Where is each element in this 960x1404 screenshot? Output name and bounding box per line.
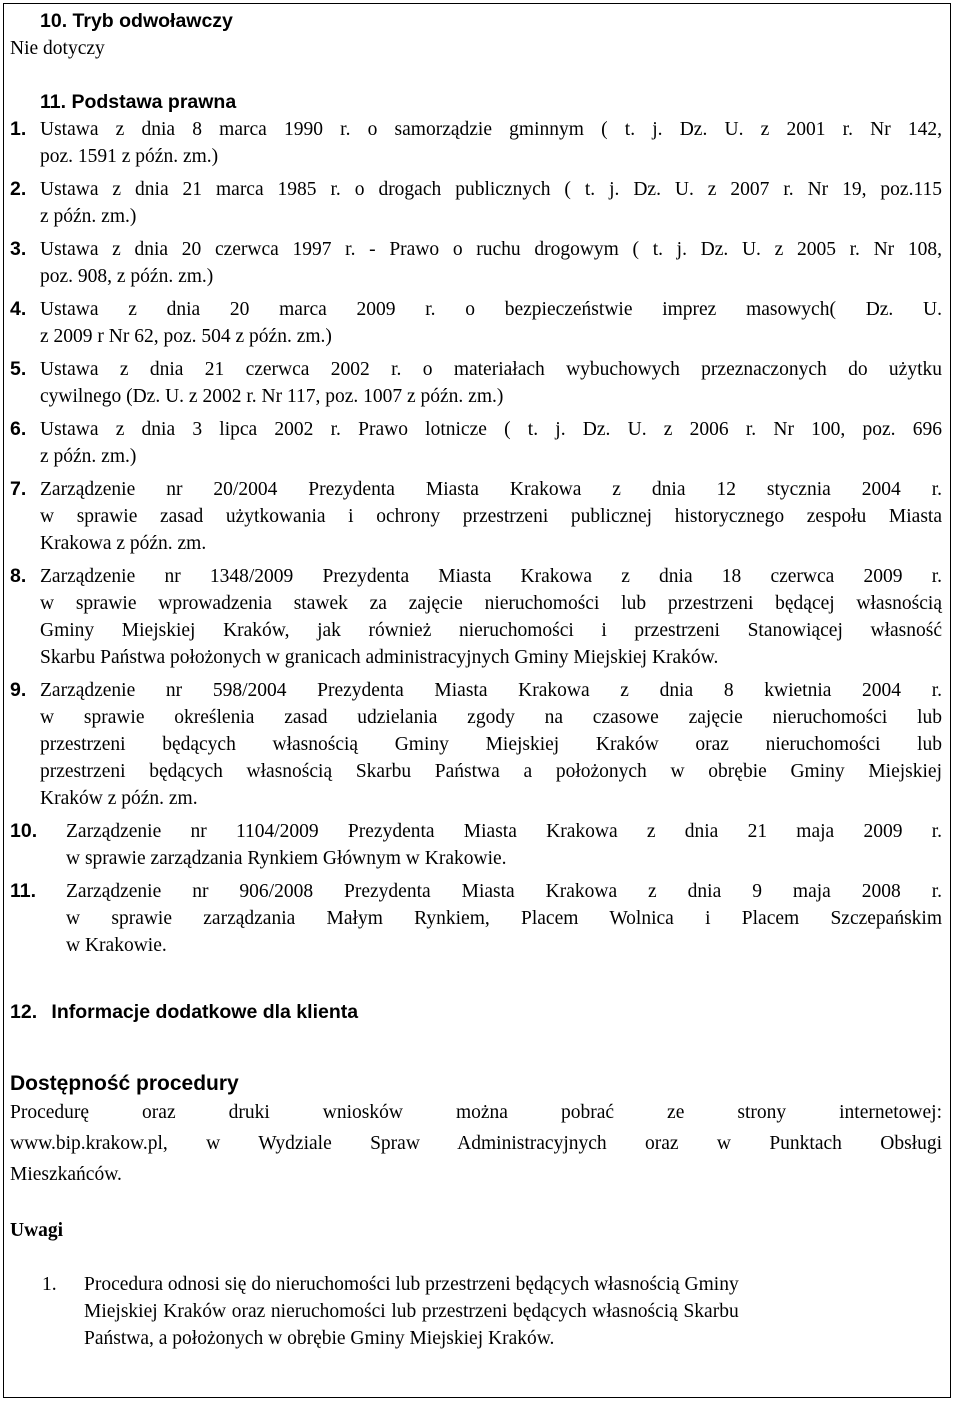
item-number: 10. <box>10 820 38 842</box>
legal-basis-item <box>10 176 942 230</box>
section-title: Informacje dodatkowe dla klienta <box>51 1001 359 1023</box>
item-line: Ustawa z dnia 20 marca 2009 r. o bezpieczeństwie imprez masowych( Dz. U. <box>40 299 942 320</box>
section-heading-legal-basis <box>10 89 942 116</box>
legal-basis-item <box>10 677 942 812</box>
appeal-text: Nie dotyczy <box>10 38 105 59</box>
availability-line: www.bip.krakow.pl, w Wydziale Spraw Administracyjnych oraz w Punktach Obsługi <box>10 1133 942 1154</box>
item-number: 1. <box>10 118 27 140</box>
item-number: 2. <box>10 178 27 200</box>
item-line: z 2009 r Nr 62, poz. 504 z późn. zm.) <box>40 326 332 347</box>
legal-basis-item <box>10 236 942 290</box>
item-text <box>40 416 942 470</box>
section-title: Tryb odwoławczy <box>72 10 233 32</box>
item-line: w sprawie zarządzania Rynkiem Głównym w Krakowie. <box>66 848 507 869</box>
item-line: Ustawa z dnia 3 lipca 2002 r. Prawo lotnicze ( t. j. Dz. U. z 2006 r. Nr 100, poz. 696 <box>40 419 942 440</box>
item-number: 7. <box>10 478 27 500</box>
legal-basis-item <box>10 818 942 872</box>
legal-basis-item <box>10 563 942 671</box>
item-text <box>84 1271 739 1352</box>
item-line: Krakowa z późn. zm. <box>40 533 207 554</box>
section-heading-additional-info <box>10 999 942 1026</box>
item-line: Państwa, a położonych w obrębie Gminy Miejskiej Kraków. <box>84 1328 555 1349</box>
item-line: z późn. zm.) <box>40 446 137 467</box>
legal-basis-item <box>10 476 942 557</box>
item-line: Procedura odnosi się do nieruchomości lub przestrzeni będących własnością Gminy <box>84 1274 739 1295</box>
item-text <box>40 296 942 350</box>
item-line: Ustawa z dnia 21 czerwca 2002 r. o materiałach wybuchowych przeznaczonych do użytku <box>40 359 942 380</box>
item-line: w sprawie określenia zasad udzielania zgody na czasowe zajęcie nieruchomości lub <box>40 707 942 728</box>
notes-list <box>10 1271 942 1352</box>
legal-basis-item <box>10 416 942 470</box>
legal-basis-item <box>10 116 942 170</box>
availability-line: Procedurę oraz druki wniosków można pobrać ze strony internetowej: <box>10 1102 942 1123</box>
item-number: 11. <box>10 880 37 902</box>
section-title: Podstawa prawna <box>71 91 237 113</box>
item-number: 3. <box>10 238 27 260</box>
item-line: w sprawie zarządzania Małym Rynkiem, Placem Wolnica i Placem Szczepańskim <box>66 908 942 929</box>
item-text <box>40 476 942 557</box>
item-line: Zarządzenie nr 20/2004 Prezydenta Miasta Krakowa z dnia 12 stycznia 2004 r. <box>40 479 942 500</box>
item-line: Ustawa z dnia 8 marca 1990 r. o samorządzie gminnym ( t. j. Dz. U. z 2001 r. Nr 142, <box>40 119 942 140</box>
item-line: w sprawie zasad użytkowania i ochrony przestrzeni publicznej historycznego zespołu Miasta <box>40 506 942 527</box>
item-number: 8. <box>10 565 27 587</box>
item-line: poz. 908, z późn. zm.) <box>40 266 214 287</box>
item-line: z późn. zm.) <box>40 206 137 227</box>
item-line: Kraków z późn. zm. <box>40 788 198 809</box>
section-number: 10. <box>40 10 68 32</box>
item-text <box>40 563 942 671</box>
item-number: 5. <box>10 358 27 380</box>
legal-basis-list <box>10 116 942 959</box>
item-text <box>40 236 942 290</box>
availability-line: Mieszkańców. <box>10 1164 122 1185</box>
item-line: Ustawa z dnia 21 marca 1985 r. o drogach publicznych ( t. j. Dz. U. z 2007 r. Nr 19, poz.115 <box>40 179 942 200</box>
section-number: 11. <box>40 91 67 113</box>
item-text <box>66 818 942 872</box>
item-line: Miejskiej Kraków oraz nieruchomości lub przestrzeni będących własnością Skarbu <box>84 1301 739 1322</box>
item-line: Skarbu Państwa położonych w granicach administracyjnych Gminy Miejskiej Kraków. <box>40 647 719 668</box>
item-line: w sprawie wprowadzenia stawek za zajęcie nieruchomości lub przestrzeni będącej własnością <box>40 593 942 614</box>
section-number: 12. <box>10 1001 38 1023</box>
legal-basis-item <box>10 296 942 350</box>
item-line: przestrzeni będących własnością Gminy Miejskiej Kraków oraz nieruchomości lub <box>40 734 942 755</box>
item-line: przestrzeni będących własnością Skarbu Państwa a położonych w obrębie Gminy Miejskiej <box>40 761 942 782</box>
item-number: 1. <box>42 1274 57 1295</box>
legal-basis-item <box>10 356 942 410</box>
item-number: 6. <box>10 418 27 440</box>
item-text <box>66 878 942 959</box>
item-number: 4. <box>10 298 27 320</box>
section-heading-appeal <box>10 8 942 35</box>
item-line: Zarządzenie nr 598/2004 Prezydenta Miasta Krakowa z dnia 8 kwietnia 2004 r. <box>40 680 942 701</box>
item-number: 9. <box>10 679 27 701</box>
item-line: Zarządzenie nr 906/2008 Prezydenta Miasta Krakowa z dnia 9 maja 2008 r. <box>66 881 942 902</box>
item-line: w Krakowie. <box>66 935 167 956</box>
notes-heading: Uwagi <box>10 1220 64 1241</box>
item-line: cywilnego (Dz. U. z 2002 r. Nr 117, poz. 1007 z późn. zm.) <box>40 386 504 407</box>
legal-basis-item <box>10 878 942 959</box>
availability-heading: Dostępność procedury <box>10 1072 239 1095</box>
item-line: Zarządzenie nr 1348/2009 Prezydenta Miasta Krakowa z dnia 18 czerwca 2009 r. <box>40 566 942 587</box>
item-line: poz. 1591 z późn. zm.) <box>40 146 219 167</box>
item-text <box>40 677 942 812</box>
document-page <box>3 3 951 1398</box>
availability-text <box>10 1097 942 1190</box>
item-text <box>40 356 942 410</box>
item-text <box>40 176 942 230</box>
note-item <box>10 1271 942 1352</box>
item-text <box>40 116 942 170</box>
item-line: Zarządzenie nr 1104/2009 Prezydenta Miasta Krakowa z dnia 21 maja 2009 r. <box>66 821 942 842</box>
item-line: Gminy Miejskiej Kraków, jak również nieruchomości i przestrzeni Stanowiącej własność <box>40 620 942 641</box>
item-line: Ustawa z dnia 20 czerwca 1997 r. - Prawo o ruchu drogowym ( t. j. Dz. U. z 2005 r. Nr 108, <box>40 239 942 260</box>
